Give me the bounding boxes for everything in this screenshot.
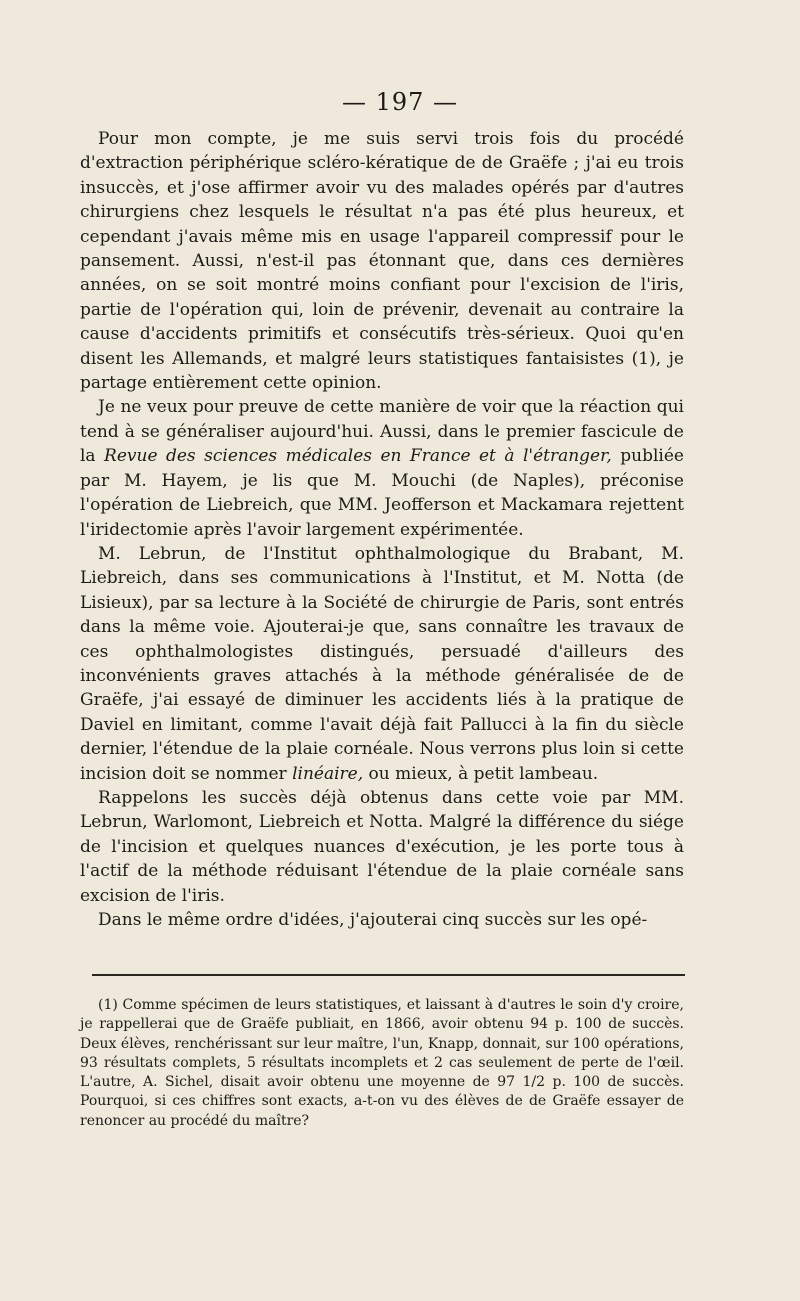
page-number: — 197 — bbox=[341, 88, 459, 116]
paragraph-2 bbox=[80, 395, 684, 541]
body-text bbox=[80, 127, 684, 932]
footnote bbox=[80, 996, 684, 1131]
paragraph-3 bbox=[80, 542, 684, 786]
footnote-divider bbox=[92, 974, 685, 976]
journal-title: Revue des sciences médicales en France et à l'étranger, bbox=[104, 446, 612, 467]
paragraph-4 bbox=[80, 786, 684, 908]
emphasis-lineaire: linéaire, bbox=[292, 763, 364, 784]
paragraph-2-text-b: publiée par M. Hayem, je lis que M. Mouchi (de Naples), préconise l'opération de Liebreich, que MM. Jeofferson et Mackamara rejettent l'iridectomie après l'avoir largement expérimentée. bbox=[80, 446, 684, 540]
paragraph-4-text: Rappelons les succès déjà obtenus dans cette voie par MM. Lebrun, Warlomont, Liebreich et Notta. Malgré la différence du siége de l'incision et quelques nuances d'exécution, je les porte tous à l'actif de la méthode réduisant l'étendue de la plaie cornéale sans excision de l'iris. bbox=[80, 787, 684, 906]
paragraph-1 bbox=[80, 127, 684, 395]
paragraph-5 bbox=[80, 908, 684, 932]
paragraph-5-text: Dans le même ordre d'idées, j'ajouterai cinq succès sur les opé- bbox=[98, 910, 648, 930]
paragraph-3-text-a: M. Lebrun, de l'Institut ophthalmologique du Brabant, M. Liebreich, dans ses communications à l'Institut, et M. Notta (de Lisieux), par sa lecture à la Société de chirurgie de Paris, sont entrés dans la même voie. Ajouterai-je que, sans connaître les travaux de ces ophthalmologistes distingués, persuadé d'ailleurs des inconvénients graves attachés à la méthode généralisée de de Graëfe, j'ai essayé de diminuer les accidents liés à la pratique de Daviel en limitant, comme l'avait déjà fait Pallucci à la fin du siècle dernier, l'étendue de la plaie cornéale. Nous verrons plus loin si cette incision doit se nommer bbox=[80, 543, 684, 784]
paragraph-1-text: Pour mon compte, je me suis servi trois fois du procédé d'extraction périphérique scléro-kératique de de Graëfe ; j'ai eu trois insuccès, et j'ose affirmer avoir vu des malades opérés par d'autres chirurgiens chez lesquels le résultat n'a pas été plus heureux, et cependant j'avais même mis en usage l'appareil compressif pour le pansement. Aussi, n'est-il pas étonnant que, dans ces dernières années, on se soit montré moins confiant pour l'excision de l'iris, partie de l'opération qui, loin de prévenir, devenait au contraire la cause d'accidents primitifs et consécutifs très-sérieux. Quoi qu'en disent les Allemands, et malgré leurs statistiques fantaisistes (1), je partage entièrement cette opinion. bbox=[80, 129, 684, 394]
footnote-text: (1) Comme spécimen de leurs statistiques, et laissant à d'autres le soin d'y croire, je rappellerai que de Graëfe publiait, en 1866, avoir obtenu 94 p. 100 de succès. Deux élèves, renchérissant sur leur maître, l'un, Knapp, donnait, sur 100 opérations, 93 résultats complets, 5 résultats incomplets et 2 cas seulement de perte de l'œil. L'autre, A. Sichel, disait avoir obtenu une moyenne de 97 1/2 p. 100 de succès. Pourquoi, si ces chiffres sont exacts, a-t-on vu des élèves de de Graëfe essayer de renoncer au procédé du maître? bbox=[80, 997, 684, 1129]
paragraph-3-text-b: ou mieux, à petit lambeau. bbox=[363, 763, 599, 784]
paragraph-2-text-a: Je ne veux pour preuve de cette manière de voir que la réaction qui tend à se généraliser aujourd'hui. Aussi, dans le premier fascicule de la bbox=[80, 397, 684, 467]
